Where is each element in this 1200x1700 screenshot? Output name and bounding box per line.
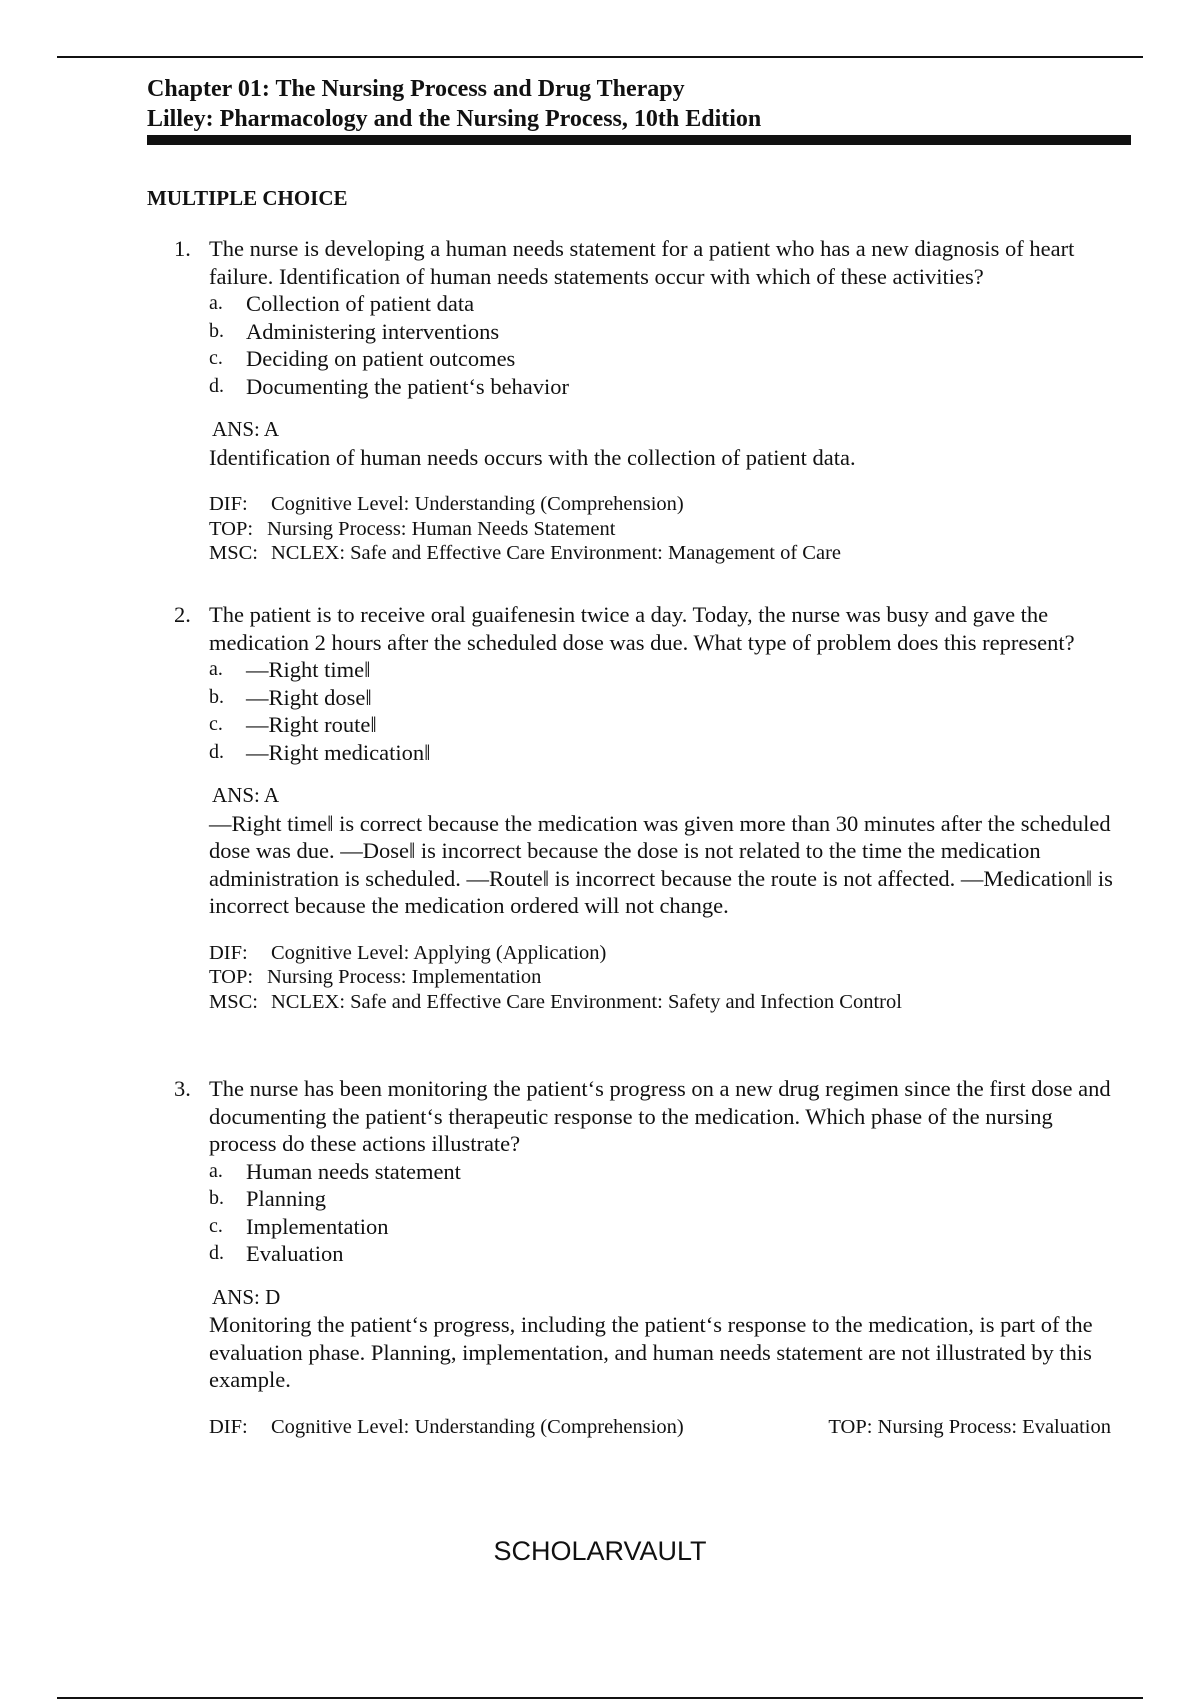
choice-letter: a. <box>209 1159 223 1182</box>
chapter-title: Chapter 01: The Nursing Process and Drug Therapy <box>147 76 685 102</box>
question-text: The patient is to receive oral guaifenesin twice a day. Today, the nurse was busy and gave the medication 2 hours after the scheduled dose was due. What type of problem does this represent? <box>209 602 1075 655</box>
question-metadata <box>209 492 1114 566</box>
choice-c <box>209 345 1114 373</box>
question-number: 2. <box>174 602 191 627</box>
choice-text: Human needs statement <box>246 1158 461 1184</box>
chapter-header <box>147 74 1131 145</box>
top-label: TOP: <box>209 966 254 988</box>
dif-row <box>209 941 1114 966</box>
question-text: The nurse has been monitoring the patient‘s progress on a new drug regimen since the first dose and documenting the patient‘s therapeutic response to the medication. Which phase of the nursing process do these actions illustrate? <box>209 1076 1111 1156</box>
choice-letter: d. <box>209 374 224 397</box>
choice-list <box>209 1158 1114 1268</box>
choice-d <box>209 1240 1114 1268</box>
header-rule <box>147 135 1131 145</box>
choice-text: Administering interventions <box>246 318 500 344</box>
dif-entry <box>209 1415 684 1440</box>
question-number: 1. <box>174 236 191 261</box>
top-label: TOP: <box>209 517 254 540</box>
choice-letter: d. <box>209 740 224 763</box>
top-rule <box>57 56 1143 58</box>
choice-a <box>209 656 1114 684</box>
msc-value: NCLEX: Safe and Effective Care Environment: Safety and Infection Control <box>271 990 902 1013</box>
choice-text: Deciding on patient outcomes <box>246 346 516 371</box>
choice-b <box>209 684 1114 712</box>
answer-key: ANS: A <box>212 783 280 807</box>
question-stem <box>174 601 1114 656</box>
answer-rationale: Monitoring the patient‘s progress, including the patient‘s response to the medication, is part of the evaluation phase. Planning, implementation, and human needs statement are not illustrated by this example. <box>209 1312 1093 1392</box>
choice-letter: c. <box>209 713 223 735</box>
msc-label: MSC: <box>209 542 258 564</box>
dif-value: Cognitive Level: Understanding (Comprehension) <box>271 493 684 515</box>
dif-value: Cognitive Level: Understanding (Comprehension) <box>271 1415 684 1438</box>
dif-label: DIF: <box>209 493 248 515</box>
choice-letter: a. <box>209 658 223 680</box>
msc-value: NCLEX: Safe and Effective Care Environment: Management of Care <box>271 542 842 564</box>
top-value: Nursing Process: Evaluation <box>877 1415 1111 1438</box>
choice-text: Implementation <box>246 1213 389 1239</box>
choice-list <box>209 656 1114 766</box>
choice-list <box>209 290 1114 400</box>
choice-a <box>209 1158 1114 1186</box>
question-2 <box>174 601 1114 1014</box>
choice-letter: c. <box>209 347 223 369</box>
dif-value: Cognitive Level: Applying (Application) <box>271 941 607 964</box>
choice-letter: b. <box>209 319 224 342</box>
question-1 <box>174 235 1114 566</box>
question-metadata <box>209 1415 1114 1440</box>
choice-letter: a. <box>209 292 223 314</box>
dif-top-row <box>209 1415 1111 1440</box>
choice-a <box>209 290 1114 318</box>
choice-d <box>209 739 1114 767</box>
watermark: SCHOLARVAULT <box>493 1536 707 1566</box>
choice-c <box>209 1213 1114 1241</box>
book-title: Lilley: Pharmacology and the Nursing Process, 10th Edition <box>147 106 762 132</box>
answer-key: ANS: D <box>212 1284 281 1309</box>
choice-letter: b. <box>209 1187 224 1209</box>
dif-row <box>209 492 1114 517</box>
top-value: Nursing Process: Implementation <box>267 966 542 988</box>
question-stem <box>174 235 1114 290</box>
choice-d <box>209 373 1114 401</box>
question-3 <box>174 1075 1114 1439</box>
choice-text: Planning <box>246 1186 327 1211</box>
section-title: MULTIPLE CHOICE <box>147 186 348 210</box>
choice-letter: d. <box>209 1242 224 1264</box>
choice-text: ―Right time‖ <box>246 657 371 682</box>
choice-b <box>209 1185 1114 1213</box>
answer-rationale: Identification of human needs occurs with the collection of patient data. <box>209 444 856 470</box>
choice-text: ―Right route‖ <box>246 712 377 737</box>
top-label: TOP: <box>828 1415 873 1438</box>
answer-rationale: ―Right time‖ is correct because the medication was given more than 30 minutes after the scheduled dose was due. ―Dose‖ is incorrect because the dose is not related to the time the medication administration is scheduled. ―Route‖ is incorrect because the route is not affected. ―Medication‖ is incorrect because the medication ordered will not change. <box>209 810 1113 918</box>
msc-label: MSC: <box>209 990 258 1013</box>
choice-text: Evaluation <box>246 1241 344 1266</box>
choice-c <box>209 711 1114 739</box>
top-row <box>209 517 1114 542</box>
choice-b <box>209 318 1114 346</box>
question-metadata <box>209 941 1114 1015</box>
top-value: Nursing Process: Human Needs Statement <box>267 517 616 540</box>
question-text: The nurse is developing a human needs statement for a patient who has a new diagnosis of heart failure. Identification of human needs statements occur with which of these activities? <box>209 236 1075 289</box>
top-entry <box>828 1415 1111 1440</box>
choice-text: Documenting the patient‘s behavior <box>246 373 570 399</box>
msc-row <box>209 541 1114 566</box>
bottom-rule <box>57 1697 1143 1699</box>
answer-key: ANS: A <box>212 417 280 441</box>
top-row <box>209 965 1114 990</box>
choice-text: Collection of patient data <box>246 291 475 316</box>
question-number: 3. <box>174 1076 191 1101</box>
choice-text: ―Right medication‖ <box>246 739 431 765</box>
choice-letter: c. <box>209 1214 223 1237</box>
choice-text: ―Right dose‖ <box>246 684 372 710</box>
choice-letter: b. <box>209 685 224 708</box>
msc-row <box>209 990 1114 1015</box>
dif-label: DIF: <box>209 1415 248 1438</box>
question-stem <box>174 1075 1114 1158</box>
dif-label: DIF: <box>209 941 248 964</box>
